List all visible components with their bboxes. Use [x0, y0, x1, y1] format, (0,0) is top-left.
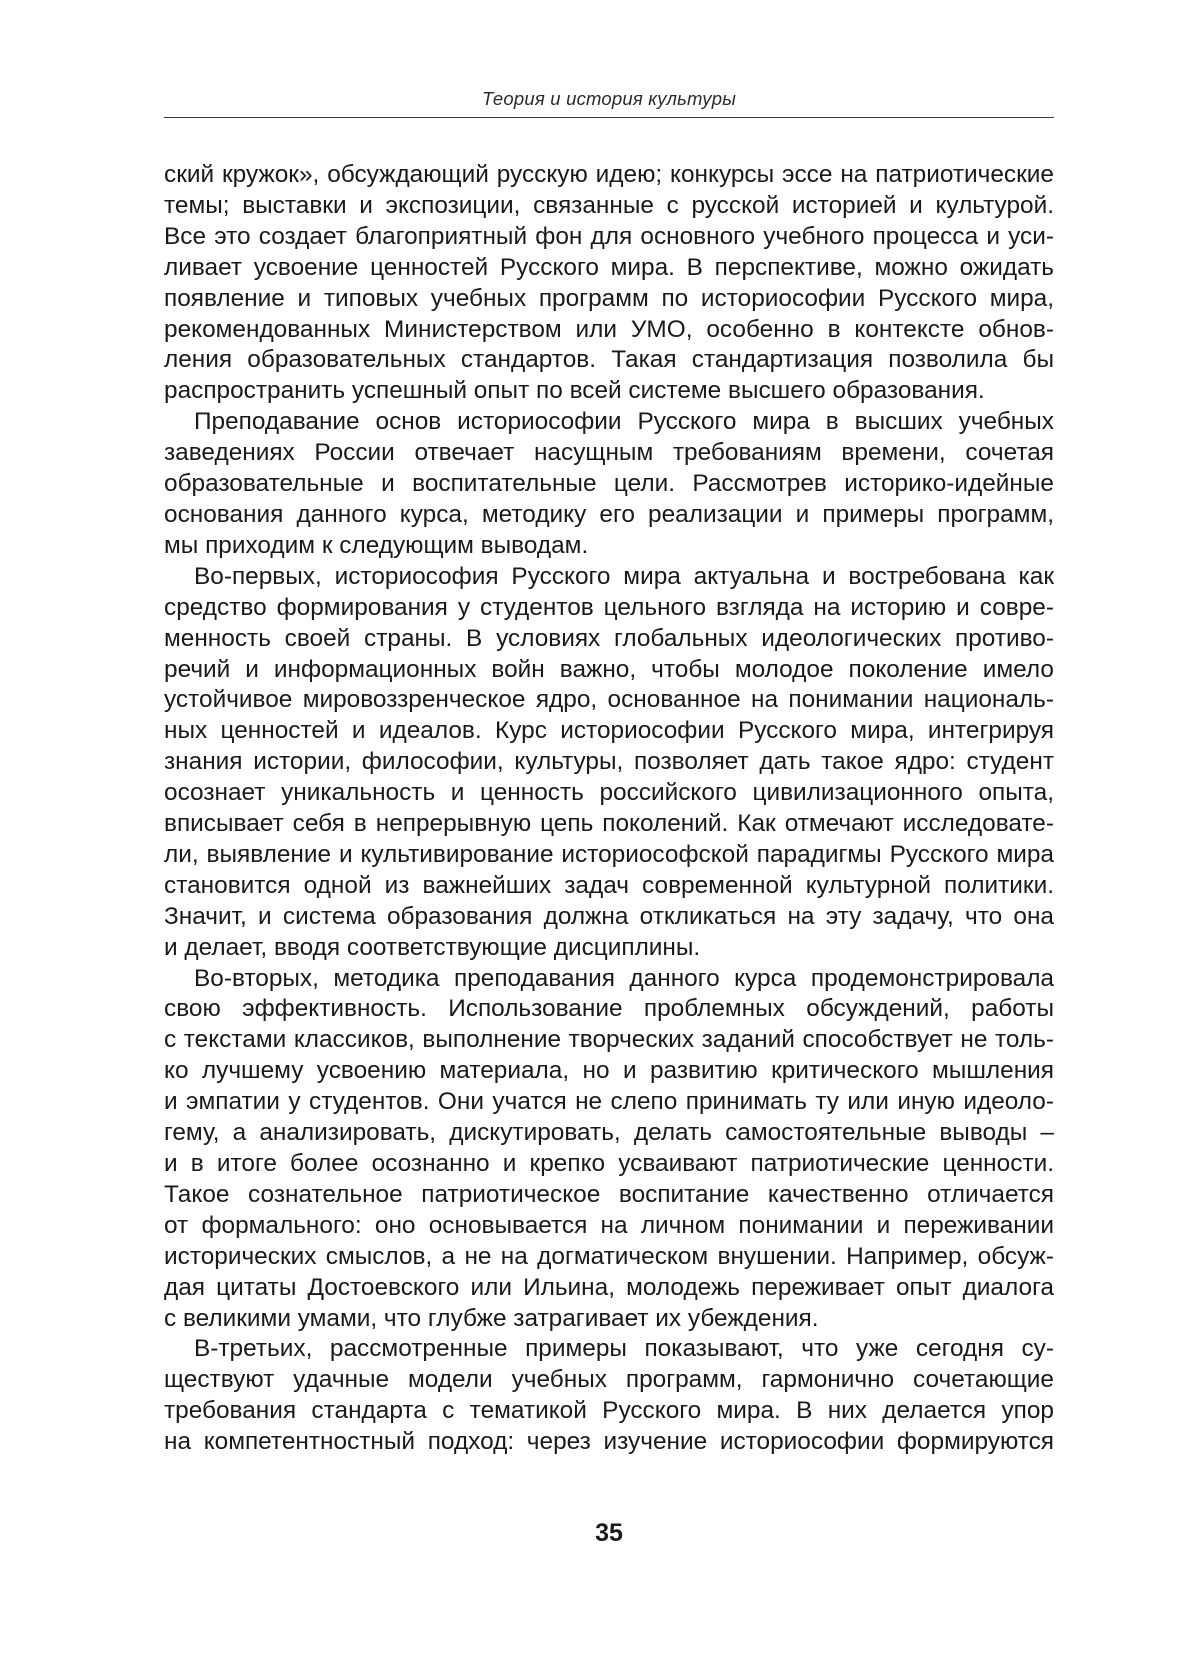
text-line: и в итоге более осознанно и крепко усваивают патриотические ценности. — [164, 1150, 1054, 1177]
text-line: от формального: оно основывается на личном понимании и переживании — [164, 1211, 1054, 1239]
text-line: ления образовательных стандартов. Такая стандартизация позволила бы — [164, 346, 1054, 374]
text-line: ский кружок», обсуждающий русскую идею; конкурсы эссе на патриотические — [164, 161, 1054, 188]
text-line: вписывает себя в непрерывную цепь поколений. Как отмечают исследовате- — [164, 810, 1054, 838]
text-line: Преподавание основ историософии Русского мира в высших учебных — [194, 408, 1054, 436]
text-line: осознает уникальность и ценность российского цивилизационного опыта, — [164, 779, 1054, 807]
text-line: заведениях России отвечает насущным требованиям времени, сочетая — [164, 439, 1054, 467]
text-line: дая цитаты Достоевского или Ильина, молодежь переживает опыт диалога — [164, 1273, 1054, 1301]
header-divider — [164, 117, 1054, 118]
text-line: с великими умами, что глубже затрагивает их убеждения. — [164, 1304, 819, 1332]
text-line: исторических смыслов, а не на догматическом внушении. Например, обсуж- — [164, 1242, 1054, 1270]
text-line: основания данного курса, методику его реализации и примеры программ, — [164, 500, 1054, 528]
text-line: ко лучшему усвоению материала, но и развитию критического мышления — [164, 1057, 1054, 1085]
paragraph — [164, 160, 1054, 407]
text-line: становится одной из важнейших задач современной культурной политики. — [164, 871, 1054, 899]
text-line: и эмпатии у студентов. Они учатся не слепо принимать ту или иную идеоло- — [164, 1088, 1054, 1116]
text-line: темы; выставки и экспозиции, связанные с русской историей и культурой. — [164, 191, 1054, 219]
page-number: 35 — [595, 1519, 623, 1547]
body-text — [164, 160, 1054, 1458]
text-line: ливает усвоение ценностей Русского мира. В перспективе, можно ожидать — [164, 253, 1054, 281]
text-line: устойчивое мировоззренческое ядро, основанное на понимании националь- — [164, 686, 1054, 714]
text-line: ли, выявление и культивирование историософской парадигмы Русского мира — [164, 840, 1054, 868]
text-line: свою эффективность. Использование проблемных обсуждений, работы — [164, 995, 1054, 1023]
text-line: гему, а анализировать, дискутировать, делать самостоятельные выводы – — [164, 1119, 1054, 1147]
text-line: средство формирования у студентов цельного взгляда на историю и совре- — [164, 593, 1054, 621]
text-line: знания истории, философии, культуры, позволяет дать такое ядро: студент — [164, 748, 1054, 776]
text-line: рекомендованных Министерством или УМО, особенно в контексте обнов- — [164, 315, 1054, 343]
text-line: Во-первых, историософия Русского мира актуальна и востребована как — [194, 562, 1054, 590]
text-line: ных ценностей и идеалов. Курс историософии Русского мира, интегрируя — [164, 717, 1054, 745]
paragraph — [164, 562, 1054, 964]
text-line: на компетентностный подход: через изучение историософии формируются — [164, 1428, 1054, 1456]
paragraph — [164, 964, 1054, 1335]
text-line: требования стандарта с тематикой Русского мира. В них делается упор — [164, 1397, 1054, 1425]
paragraph — [164, 407, 1054, 562]
text-line: с текстами классиков, выполнение творческих заданий способствует не толь- — [164, 1026, 1054, 1054]
text-line: Значит, и система образования должна откликаться на эту задачу, что она — [164, 902, 1054, 930]
running-header-title: Теория и история культуры — [481, 88, 737, 109]
text-line: ществуют удачные модели учебных программ, гармонично сочетающие — [164, 1366, 1054, 1394]
text-line: Все это создает благоприятный фон для основного учебного процесса и уси- — [164, 222, 1054, 250]
text-line: Во-вторых, методика преподавания данного курса продемонстрировала — [194, 964, 1054, 992]
text-line: менность своей страны. В условиях глобальных идеологических противо- — [164, 624, 1054, 652]
paragraph — [164, 1334, 1054, 1458]
text-line: образовательные и воспитательные цели. Рассмотрев историко-идейные — [164, 470, 1054, 498]
text-line: и делает, вводя соответствующие дисциплины. — [164, 933, 701, 961]
text-line: речий и информационных войн важно, чтобы молодое поколение имело — [164, 655, 1054, 683]
text-line: Такое сознательное патриотическое воспитание качественно отличается — [164, 1180, 1054, 1208]
text-line: распространить успешный опыт по всей системе высшего образования. — [164, 377, 985, 405]
text-line: мы приходим к следующим выводам. — [164, 531, 589, 559]
text-line: В-третьих, рассмотренные примеры показывают, что уже сегодня су- — [194, 1335, 1054, 1363]
text-line: появление и типовых учебных программ по историософии Русского мира, — [164, 284, 1054, 312]
